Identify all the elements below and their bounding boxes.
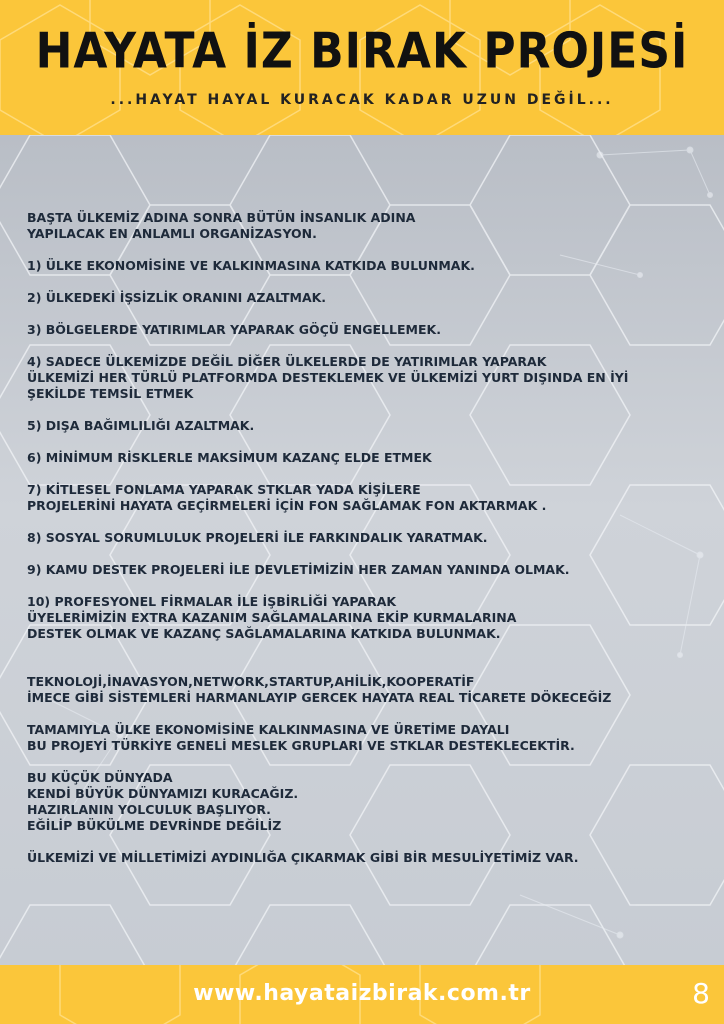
world-line: KENDİ BÜYÜK DÜNYAMIZI KURACAĞIZ. — [27, 786, 299, 801]
item-2-line: 2) ÜLKEDEKİ İŞSİZLİK ORANINI AZALTMAK. — [27, 290, 327, 305]
list-item — [27, 258, 707, 274]
list-item — [27, 594, 707, 642]
economy-line: BU PROJEYİ TÜRKİYE GENELİ MESLEK GRUPLARI VE STKLAR DESTEKLECEKTİR. — [27, 738, 575, 753]
item-5-line: 5) DIŞA BAĞIMLILIĞI AZALTMAK. — [27, 418, 255, 433]
item-1-line: 1) ÜLKE EKONOMİSİNE VE KALKINMASINA KATKIDA BULUNMAK. — [27, 258, 475, 273]
item-10-line: ÜYELERİMİZİN EXTRA KAZANIM SAĞLAMALARINA EKİP KURMALARINA — [27, 610, 517, 625]
page-subtitle: ...HAYAT HAYAL KURACAK KADAR UZUN DEĞİL... — [110, 92, 614, 108]
closing-line: ÜLKEMİZİ VE MİLLETİMİZİ AYDINLIĞA ÇIKARMAK GİBİ BİR MESULİYETİMİZ VAR. — [27, 850, 579, 865]
document-body — [27, 210, 707, 882]
list-item — [27, 530, 707, 546]
item-3-line: 3) BÖLGELERDE YATIRIMLAR YAPARAK GÖÇÜ ENGELLEMEK. — [27, 322, 441, 337]
closing-paragraph — [27, 850, 707, 866]
item-7-line: PROJELERİNİ HAYATA GEÇİRMELERİ İÇİN FON SAĞLAMAK FON AKTARMAK . — [27, 498, 547, 513]
item-10-line: 10) PROFESYONEL FİRMALAR İLE İŞBİRLİĞİ YAPARAK — [27, 594, 397, 609]
world-line: EĞİLİP BÜKÜLME DEVRİNDE DEĞİLİZ — [27, 818, 282, 833]
page-title: HAYATA İZ BIRAK PROJESİ — [35, 22, 689, 80]
list-item — [27, 450, 707, 466]
tech-line: İMECE GİBİ SİSTEMLERİ HARMANLAYIP GERCEK HAYATA REAL TİCARETE DÖKECEĞİZ — [27, 690, 612, 705]
intro-paragraph — [27, 210, 707, 242]
list-item — [27, 418, 707, 434]
item-4-line: ÜLKEMİZİ HER TÜRLÜ PLATFORMDA DESTEKLEMEK VE ÜLKEMİZİ YURT DIŞINDA EN İYİ — [27, 370, 629, 385]
technology-paragraph — [27, 674, 707, 706]
tech-line: TEKNOLOJİ,İNAVASYON,NETWORK,STARTUP,AHİLİK,KOOPERATİF — [27, 674, 475, 689]
list-item — [27, 562, 707, 578]
item-9-line: 9) KAMU DESTEK PROJELERİ İLE DEVLETİMİZİN HER ZAMAN YANINDA OLMAK. — [27, 562, 570, 577]
intro-line: YAPILACAK EN ANLAMLI ORGANİZASYON. — [27, 226, 317, 241]
intro-line: BAŞTA ÜLKEMİZ ADINA SONRA BÜTÜN İNSANLIK ADINA — [27, 210, 416, 225]
item-6-line: 6) MİNİMUM RİSKLERLE MAKSİMUM KAZANÇ ELDE ETMEK — [27, 450, 432, 465]
list-item — [27, 482, 707, 514]
list-item — [27, 290, 707, 306]
item-7-line: 7) KİTLESEL FONLAMA YAPARAK STKLAR YADA KİŞİLERE — [27, 482, 421, 497]
list-item — [27, 322, 707, 338]
item-10-line: DESTEK OLMAK VE KAZANÇ SAĞLAMALARINA KATKIDA BULUNMAK. — [27, 626, 501, 641]
item-8-line: 8) SOSYAL SORUMLULUK PROJELERİ İLE FARKINDALIK YARATMAK. — [27, 530, 488, 545]
world-paragraph — [27, 770, 707, 834]
world-line: BU KÜÇÜK DÜNYADA — [27, 770, 173, 785]
economy-paragraph — [27, 722, 707, 754]
item-4-line: 4) SADECE ÜLKEMİZDE DEĞİL DİĞER ÜLKELERDE DE YATIRIMLAR YAPARAK — [27, 354, 547, 369]
world-line: HAZIRLANIN YOLCULUK BAŞLIYOR. — [27, 802, 271, 817]
economy-line: TAMAMIYLA ÜLKE EKONOMİSİNE KALKINMASINA VE ÜRETİME DAYALI — [27, 722, 510, 737]
website-link[interactable]: www.hayataizbirak.com.tr — [193, 981, 531, 1006]
page-number: 8 — [692, 977, 710, 1010]
item-4-line: ŞEKİLDE TEMSİL ETMEK — [27, 386, 194, 401]
header-banner — [0, 0, 724, 135]
footer-banner — [0, 965, 724, 1024]
list-item — [27, 354, 707, 402]
